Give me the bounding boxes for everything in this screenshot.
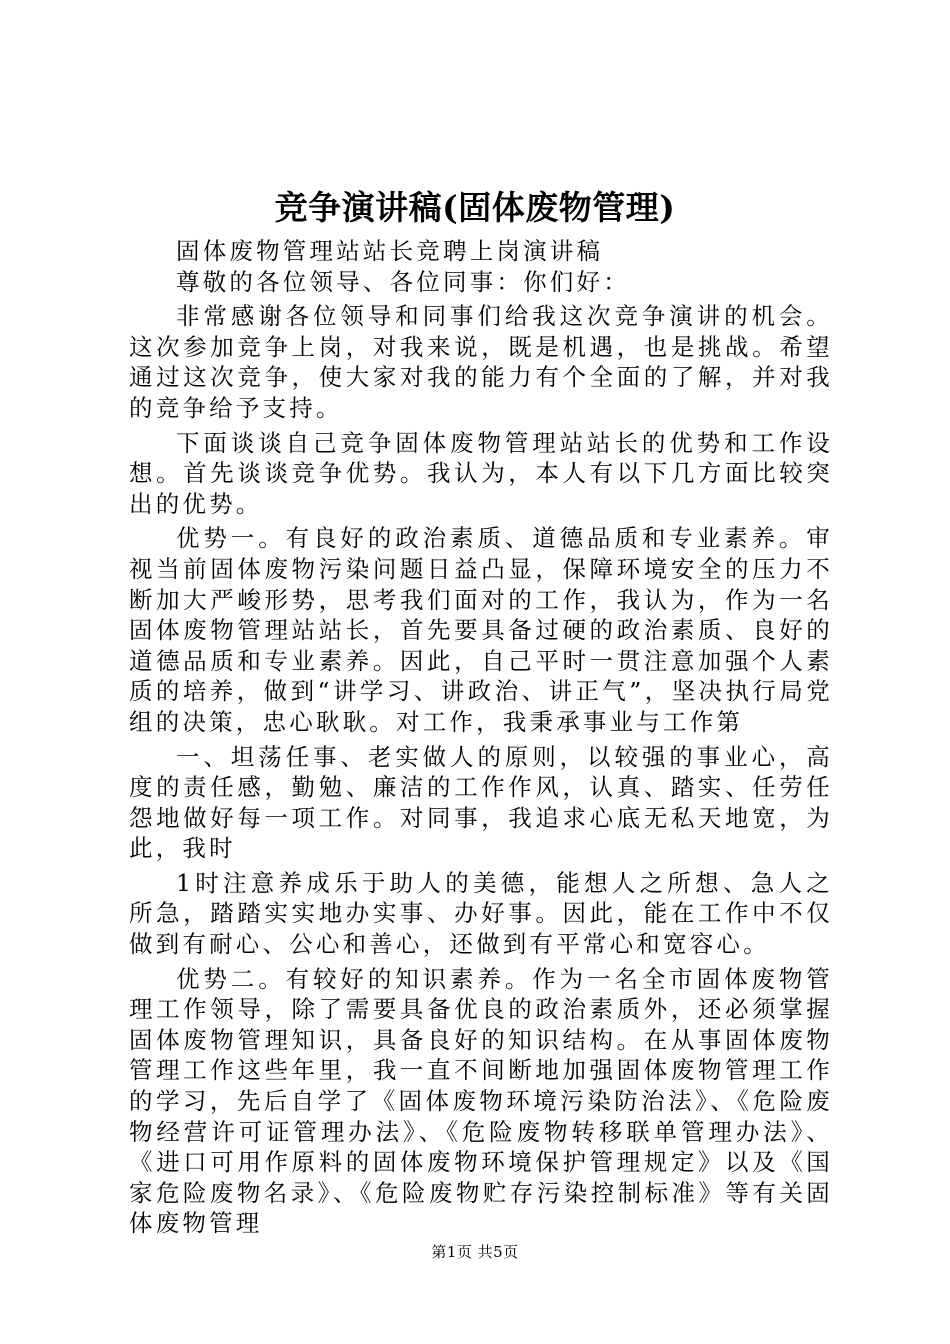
paragraph: 一、坦荡任事、老实做人的原则，以较强的事业心，高度的责任感，勤勉、廉洁的工作作风，认真、踏实、任劳任怨地做好每一项工作。对同事，我追求心底无私天地宽，为此，我时 bbox=[129, 742, 833, 863]
paragraph: 1时注意养成乐于助人的美德，能想人之所想、急人之所急，踏踏实实地办实事、办好事。因此，能在工作中不仅做到有耐心、公心和善心，还做到有平常心和宽容心。 bbox=[129, 868, 833, 959]
paragraph-salutation: 尊敬的各位领导、各位同事：你们好： bbox=[176, 267, 630, 296]
document-title: 竞争演讲稿(固体废物管理) bbox=[274, 188, 676, 227]
paragraph: 下面谈谈自己竞争固体废物管理站站长的优势和工作设想。首先谈谈竞争优势。我认为，本人有以下几方面比较突出的优势。 bbox=[129, 428, 833, 518]
paragraph: 优势一。有良好的政治素质、道德品质和专业素养。审视当前固体废物污染问题日益凸显，保障环境安全的压力不断加大严峻形势，思考我们面对的工作，我认为，作为一名固体废物管理站站长，首先要具备过硬的政治素质、良好的道德品质和专业素养。因此，自己平时一贯注意加强个人素质的培养，做到“讲学习、讲政治、讲正气”，坚决执行局党组的决策，忠心耿耿。对工作，我秉承事业与工作第 bbox=[129, 524, 833, 736]
document-body bbox=[129, 236, 833, 1239]
paragraph: 非常感谢各位领导和同事们给我这次竞争演讲的机会。这次参加竞争上岗，对我来说，既是机遇，也是挑战。希望通过这次竞争，使大家对我的能力有个全面的了解，并对我的竞争给予支持。 bbox=[129, 302, 833, 422]
page-footer: 第1页 共5页 bbox=[431, 1243, 519, 1261]
paragraph-heading: 固体废物管理站站长竞聘上岗演讲稿 bbox=[176, 237, 604, 265]
paragraph: 优势二。有较好的知识素养。作为一名全市固体废物管理工作领导，除了需要具备优良的政治素质外，还必须掌握固体废物管理知识，具备良好的知识结构。在从事固体废物管理工作这些年里，我一直不间断地加强固体废物管理工作的学习，先后自学了《固体废物环境污染防治法》、《危险废物经营许可证管理办法》、《危险废物转移联单管理办法》、《进口可用作原料的固体废物环境保护管理规定》以及《国家危险废物名录》、《危险废物贮存污染控制标准》等有关固体废物管理 bbox=[129, 964, 833, 1238]
